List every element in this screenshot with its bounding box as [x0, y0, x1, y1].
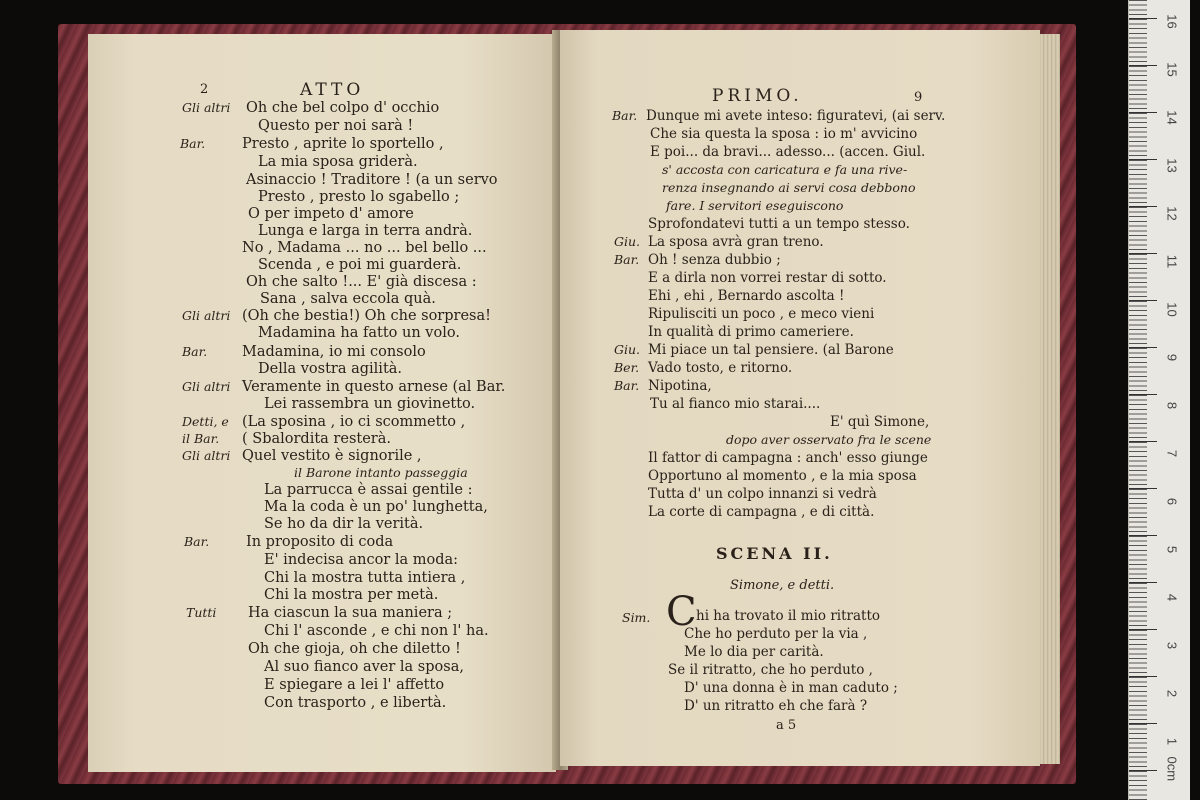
verse-line: E spiegare a lei l' affetto	[264, 677, 445, 693]
ruler-label: 4	[1164, 593, 1180, 602]
speaker: Gli altri	[182, 100, 231, 115]
verse-line: No , Madama ... no ... bel bello ...	[242, 240, 487, 256]
verse-line: E' indecisa ancor la moda:	[264, 552, 459, 568]
stage-direction: dopo aver osservato fra le scene	[726, 432, 932, 447]
ruler-label: 5	[1164, 545, 1180, 554]
page-header: PRIMO.	[712, 86, 803, 106]
ruler-label: 3	[1164, 641, 1180, 650]
stage-direction: il Barone intanto passeggia	[294, 465, 468, 480]
verse-line: Il fattor di campagna : anch' esso giunge	[648, 450, 928, 466]
speaker: Bar.	[180, 136, 206, 151]
measurement-ruler	[1128, 0, 1190, 800]
speaker: Gli altri	[182, 448, 231, 463]
speaker: Gli altri	[182, 308, 231, 323]
scene-title: SCENA II.	[716, 544, 833, 563]
verse-line: La corte di campagna , e di città.	[648, 504, 875, 520]
verse-line: Sprofondatevi tutti a un tempo stesso.	[648, 216, 910, 232]
verse-line: Me lo dia per carità.	[684, 644, 824, 660]
verse-line: Della vostra agilità.	[258, 361, 403, 377]
stage-direction: s' accosta con caricatura e fa una rive-	[662, 162, 908, 177]
verse-line: Presto , aprite lo sportello ,	[242, 136, 444, 152]
verse-line: Oh ! senza dubbio ;	[648, 252, 781, 268]
verse-line: La parrucca è assai gentile :	[264, 482, 473, 498]
verse-line: Dunque mi avete inteso: figuratevi, (ai serv.	[646, 108, 946, 124]
verse-line: Questo per noi sarà !	[258, 118, 414, 134]
right-page	[560, 30, 1040, 766]
ruler-label: 13	[1164, 158, 1180, 173]
verse-line: D' una donna è in man caduto ;	[684, 680, 898, 696]
verse-line: Se ho da dir la verità.	[264, 516, 424, 532]
speaker: Bar.	[184, 534, 210, 549]
verse-line: hi ha trovato il mio ritratto	[696, 608, 881, 624]
scene-characters: Simone, e detti.	[730, 578, 835, 593]
verse-line: Ehi , ehi , Bernardo ascolta !	[648, 288, 845, 304]
stage-direction: fare. I servitori eseguiscono	[666, 198, 844, 213]
speaker: Giu.	[614, 342, 641, 357]
verse-line: In qualità di primo cameriere.	[648, 324, 854, 340]
verse-line: D' un ritratto eh che farà ?	[684, 698, 868, 714]
verse-line: Oh che bel colpo d' occhio	[246, 100, 440, 116]
verse-line: Mi piace un tal pensiere. (al Barone	[648, 342, 894, 358]
speaker: Bar.	[612, 108, 638, 123]
speaker: Sim.	[622, 610, 651, 625]
speaker: Ber.	[614, 360, 640, 375]
speaker: Tutti	[186, 605, 217, 620]
verse-line: ( Sbalordita resterà.	[242, 431, 391, 447]
verse-line: Lei rassembra un giovinetto.	[264, 396, 476, 412]
verse-line: In proposito di coda	[246, 534, 394, 550]
verse-line: Chi l' asconde , e chi non l' ha.	[264, 623, 489, 639]
ruler-label: 8	[1164, 401, 1180, 410]
ruler-label: 14	[1164, 110, 1180, 125]
speaker: Bar.	[182, 344, 208, 359]
verse-line: Se il ritratto, che ho perduto ,	[668, 662, 873, 678]
speaker: Bar.	[614, 252, 640, 267]
verse-line: Tutta d' un colpo innanzi si vedrà	[648, 486, 877, 502]
ruler-label: 1	[1164, 737, 1180, 746]
drop-cap: C	[666, 589, 697, 635]
verse-line: Vado tosto, e ritorno.	[648, 360, 793, 376]
verse-line: Nipotina,	[648, 378, 712, 394]
verse-line: Ma la coda è un po' lunghetta,	[264, 499, 488, 515]
verse-line: Al suo fianco aver la sposa,	[264, 659, 464, 675]
verse-line: (Oh che bestia!) Oh che sorpresa!	[242, 308, 491, 324]
ruler-label: 9	[1164, 353, 1180, 362]
page-number: 9	[914, 90, 923, 105]
verse-line: Oh che gioja, oh che diletto !	[248, 641, 461, 657]
ruler-label: 10	[1164, 302, 1180, 317]
verse-line: Chi la mostra per metà.	[264, 587, 439, 603]
speaker: Giu.	[614, 234, 641, 249]
verse-line: Chi la mostra tutta intiera ,	[264, 570, 466, 586]
verse-line: E' quì Simone,	[830, 414, 930, 430]
verse-line: Con trasporto , e libertà.	[264, 695, 447, 711]
verse-line: Ripulisciti un poco , e meco vieni	[648, 306, 875, 322]
verse-line: Che sia questa la sposa : io m' avvicino	[650, 126, 918, 142]
ruler-label: 6	[1164, 497, 1180, 506]
verse-line: E a dirla non vorrei restar di sotto.	[648, 270, 887, 286]
verse-line: Asinaccio ! Traditore ! (a un servo	[246, 172, 498, 188]
verse-line: Opportuno al momento , e la mia sposa	[648, 468, 917, 484]
verse-line: O per impeto d' amore	[248, 206, 414, 222]
verse-line: Tu al fianco mio starai....	[650, 396, 821, 412]
speaker: il Bar.	[182, 431, 220, 446]
speaker: Detti, e	[182, 414, 229, 429]
page-header: ATTO	[300, 80, 365, 100]
verse-line: Sana , salva eccola quà.	[260, 291, 436, 307]
verse-line: Presto , presto lo sgabello ;	[258, 189, 460, 205]
verse-line: Madamina, io mi consolo	[242, 344, 426, 360]
ruler-label: 11	[1164, 254, 1180, 269]
speaker: Bar.	[614, 378, 640, 393]
ruler-label: 0cm	[1164, 756, 1180, 782]
verse-line: La mia sposa griderà.	[258, 154, 418, 170]
verse-line: Madamina ha fatto un volo.	[258, 325, 460, 341]
page-number: 2	[200, 82, 209, 97]
verse-line: Veramente in questo arnese (al Bar.	[242, 379, 506, 395]
ruler-label: 2	[1164, 689, 1180, 698]
ruler-label: 16	[1164, 14, 1180, 29]
verse-line: Lunga e larga in terra andrà.	[258, 223, 473, 239]
verse-line: Scenda , e poi mi guarderà.	[258, 257, 462, 273]
verse-line: Che ho perduto per la via ,	[684, 626, 868, 642]
signature-mark: a 5	[776, 718, 797, 733]
ruler-label: 7	[1164, 449, 1180, 458]
stage-direction: renza insegnando ai servi cosa debbono	[662, 180, 916, 195]
left-page	[88, 34, 556, 772]
verse-line: Ha ciascun la sua maniera ;	[248, 605, 453, 621]
verse-line: E poi... da bravi... adesso... (accen. Giul.	[650, 144, 926, 160]
verse-line: La sposa avrà gran treno.	[648, 234, 824, 250]
ruler-label: 15	[1164, 62, 1180, 77]
verse-line: Quel vestito è signorile ,	[242, 448, 422, 464]
speaker: Gli altri	[182, 379, 231, 394]
verse-line: (La sposina , io ci scommetto ,	[242, 414, 466, 430]
ruler-label: 12	[1164, 206, 1180, 221]
verse-line: Oh che salto !... E' già discesa :	[246, 274, 477, 290]
ruler-major-ticks	[1129, 18, 1157, 800]
page-edges	[1040, 34, 1060, 764]
